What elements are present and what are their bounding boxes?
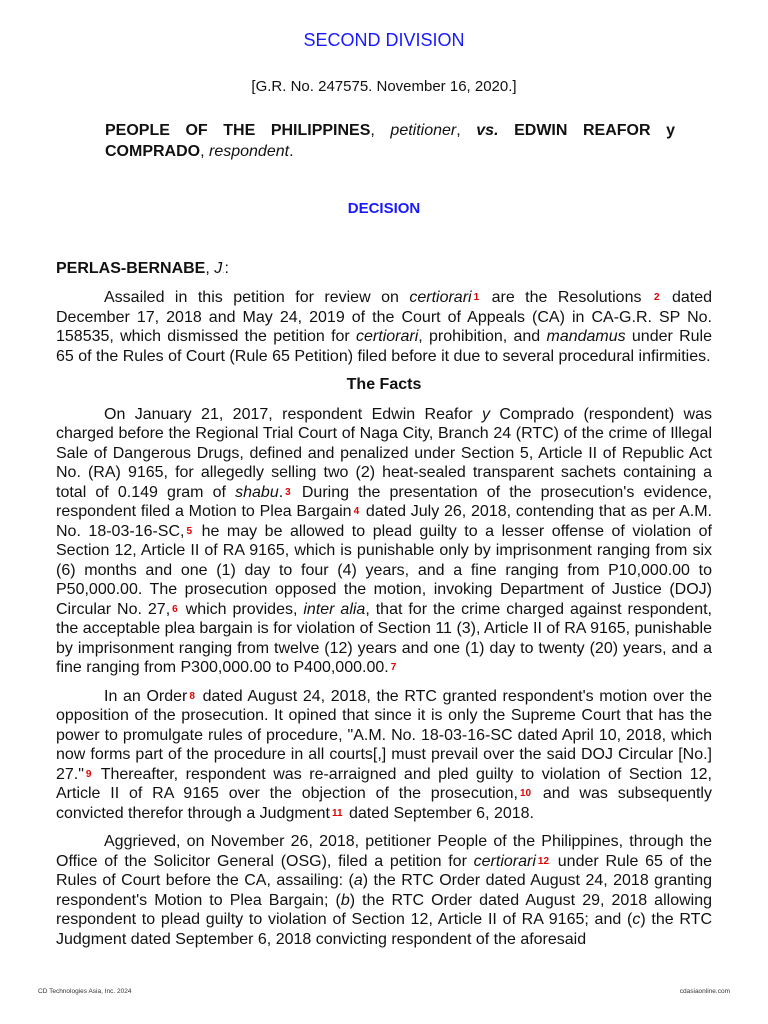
- text-run: Assailed in this petition for review on: [104, 289, 410, 306]
- footnote-link-1[interactable]: 1: [473, 292, 480, 303]
- division-heading: SECOND DIVISION: [303, 30, 465, 50]
- text-run: are the Resolutions: [481, 289, 652, 306]
- footer-website: cdasiaonline.com: [679, 988, 730, 995]
- petitioner-role: petitioner: [390, 122, 457, 139]
- text-run: ) the RTC Order dated August 29, 2018 allowing respondent to plead guilty to violation of Section 12, Article II of RA 9165; and (: [56, 891, 712, 928]
- text-run: dated September 6, 2018.: [344, 804, 534, 822]
- respondent-role: respondent: [209, 143, 290, 160]
- text-run: c: [632, 911, 641, 928]
- footnote-link-10[interactable]: 10: [519, 788, 532, 799]
- text-run: On January 21, 2017, respondent Edwin Reafor: [104, 405, 482, 423]
- text-run: dated August 24, 2018, the RTC granted respondent's motion over the opposition of the prosecution. It opined that since it is only the Supreme Court that has the power to promulgate rules of procedure, "A.M. No. 18-03-16-SC dated April 10, 2018, which now forms part of the procedure in all courts[,] must prevail over the said DOJ Circular [No.] 27.": [56, 687, 712, 783]
- text-run: Comprado (respondent) was charged before the Regional Trial Court of Naga City, Branch 24 (RTC) of the crime of Illegal Sale of Dangerous Drugs, defined and penalized under Section 5, Article II of Republic Act No. (RA) 9165, for allegedly selling two (2) heat-sealed transparent sachets containing a total of 0.149 gram of: [56, 405, 712, 501]
- text-run: inter alia: [303, 600, 366, 618]
- text-run: and was subsequently convicted therefor through a Judgment: [56, 785, 712, 822]
- paragraph-1: [56, 288, 712, 366]
- footnote-link-7[interactable]: 7: [390, 662, 397, 673]
- text-run: y: [481, 405, 490, 423]
- text-run: ) the RTC Order dated August 24, 2018 granting respondent's Motion to Plea Bargain; (: [56, 872, 713, 909]
- text-run: During the presentation of the prosecution's evidence, respondent filed a Motion to Plea Bargain: [56, 483, 712, 520]
- text-run: certiorari: [356, 328, 419, 345]
- versus-label: vs.: [476, 122, 499, 139]
- decision-body: [56, 288, 712, 958]
- text-run: .: [278, 483, 284, 501]
- text-run: shabu: [235, 483, 279, 501]
- text-run: a: [353, 872, 363, 889]
- text-run: under Rule 65 of the Rules of Court before the CA, assailing: (: [56, 852, 713, 889]
- footnote-link-2[interactable]: 2: [653, 292, 660, 303]
- text-run: , prohibition, and: [418, 328, 547, 345]
- text-run: dated December 17, 2018 and May 24, 2019 of the Court of Appeals (CA) in CA-G.R. SP No. 158535, which dismissed the petition for: [56, 289, 713, 345]
- petitioner-name: PEOPLE OF THE PHILIPPINES: [105, 122, 371, 139]
- paragraph-3: [56, 687, 712, 824]
- footnote-link-4[interactable]: 4: [353, 506, 360, 517]
- text-run: ) the RTC Judgment dated September 6, 2018 convicting respondent of the aforesaid: [56, 911, 713, 948]
- section-heading-facts: The Facts: [346, 376, 422, 393]
- text-run: certiorari: [473, 852, 536, 870]
- ponente-title: J: [214, 260, 223, 277]
- text-run: b: [340, 891, 350, 909]
- text-run: Aggrieved, on November 26, 2018, petitioner People of the Philippines, through the Office of the Solicitor General (OSG), filed a petition for: [56, 833, 712, 870]
- text-run: In an Order: [104, 687, 188, 705]
- paragraph-2: [56, 405, 712, 678]
- footnote-link-6[interactable]: 6: [172, 603, 178, 615]
- footer-publisher: CD Technologies Asia, Inc. 2024: [38, 988, 132, 995]
- footnote-link-3[interactable]: 3: [285, 486, 291, 498]
- footnote-link-5[interactable]: 5: [186, 525, 193, 537]
- footnote-link-12[interactable]: 12: [537, 855, 550, 867]
- text-run: certiorari: [409, 289, 472, 306]
- ponente-name: PERLAS-BERNABE: [56, 260, 206, 277]
- decision-heading: DECISION: [347, 200, 421, 217]
- text-run: mandamus: [546, 328, 626, 345]
- respondent-name: EDWIN REAFOR y COMPRADO: [105, 122, 676, 160]
- ponente: PERLAS-BERNABE, J.:: [56, 260, 229, 277]
- footnote-link-11[interactable]: 11: [331, 807, 343, 819]
- text-run: dated July 26, 2018, contending that as per A.M. No. 18-03-16-SC,: [56, 503, 712, 540]
- text-run: under Rule 65 of the Rules of Court (Rule 65 Petition) filed before it due to several procedural infirmities.: [56, 328, 713, 365]
- case-parties: PEOPLE OF THE PHILIPPINES, petitioner, vs. EDWIN REAFOR y COMPRADO, respondent.: [105, 122, 676, 160]
- footnote-link-8[interactable]: 8: [189, 690, 195, 702]
- text-run: which provides,: [179, 600, 304, 618]
- text-run: , that for the crime charged against respondent, the acceptable plea bargain is for violation of Section 11 (3), Article II of RA 9165, punishable by imprisonment ranging from twelve (12) years and one (1) day to twenty (20) years, and a fine ranging from P300,000.00 to P400,000.00.: [56, 600, 712, 676]
- ponente-title-sub: .: [222, 266, 225, 275]
- case-number: [G.R. No. 247575. November 16, 2020.]: [251, 78, 517, 95]
- footnote-link-9[interactable]: 9: [85, 768, 92, 780]
- text-run: Thereafter, respondent was re-arraigned and pled guilty to violation of Section 12, Article II of RA 9165 over the objection of the prosecution,: [56, 765, 712, 802]
- paragraph-4: [56, 832, 712, 949]
- text-run: he may be allowed to plead guilty to a lesser offense of violation of Section 12, Article II of RA 9165, which is punishable only by imprisonment ranging from six (6) months and one (1) day to four (4) years, and a fine ranging from P10,000.00 to P50,000.00. The prosecution opposed the motion, invoking Department of Justice (DOJ) Circular No. 27,: [56, 522, 712, 618]
